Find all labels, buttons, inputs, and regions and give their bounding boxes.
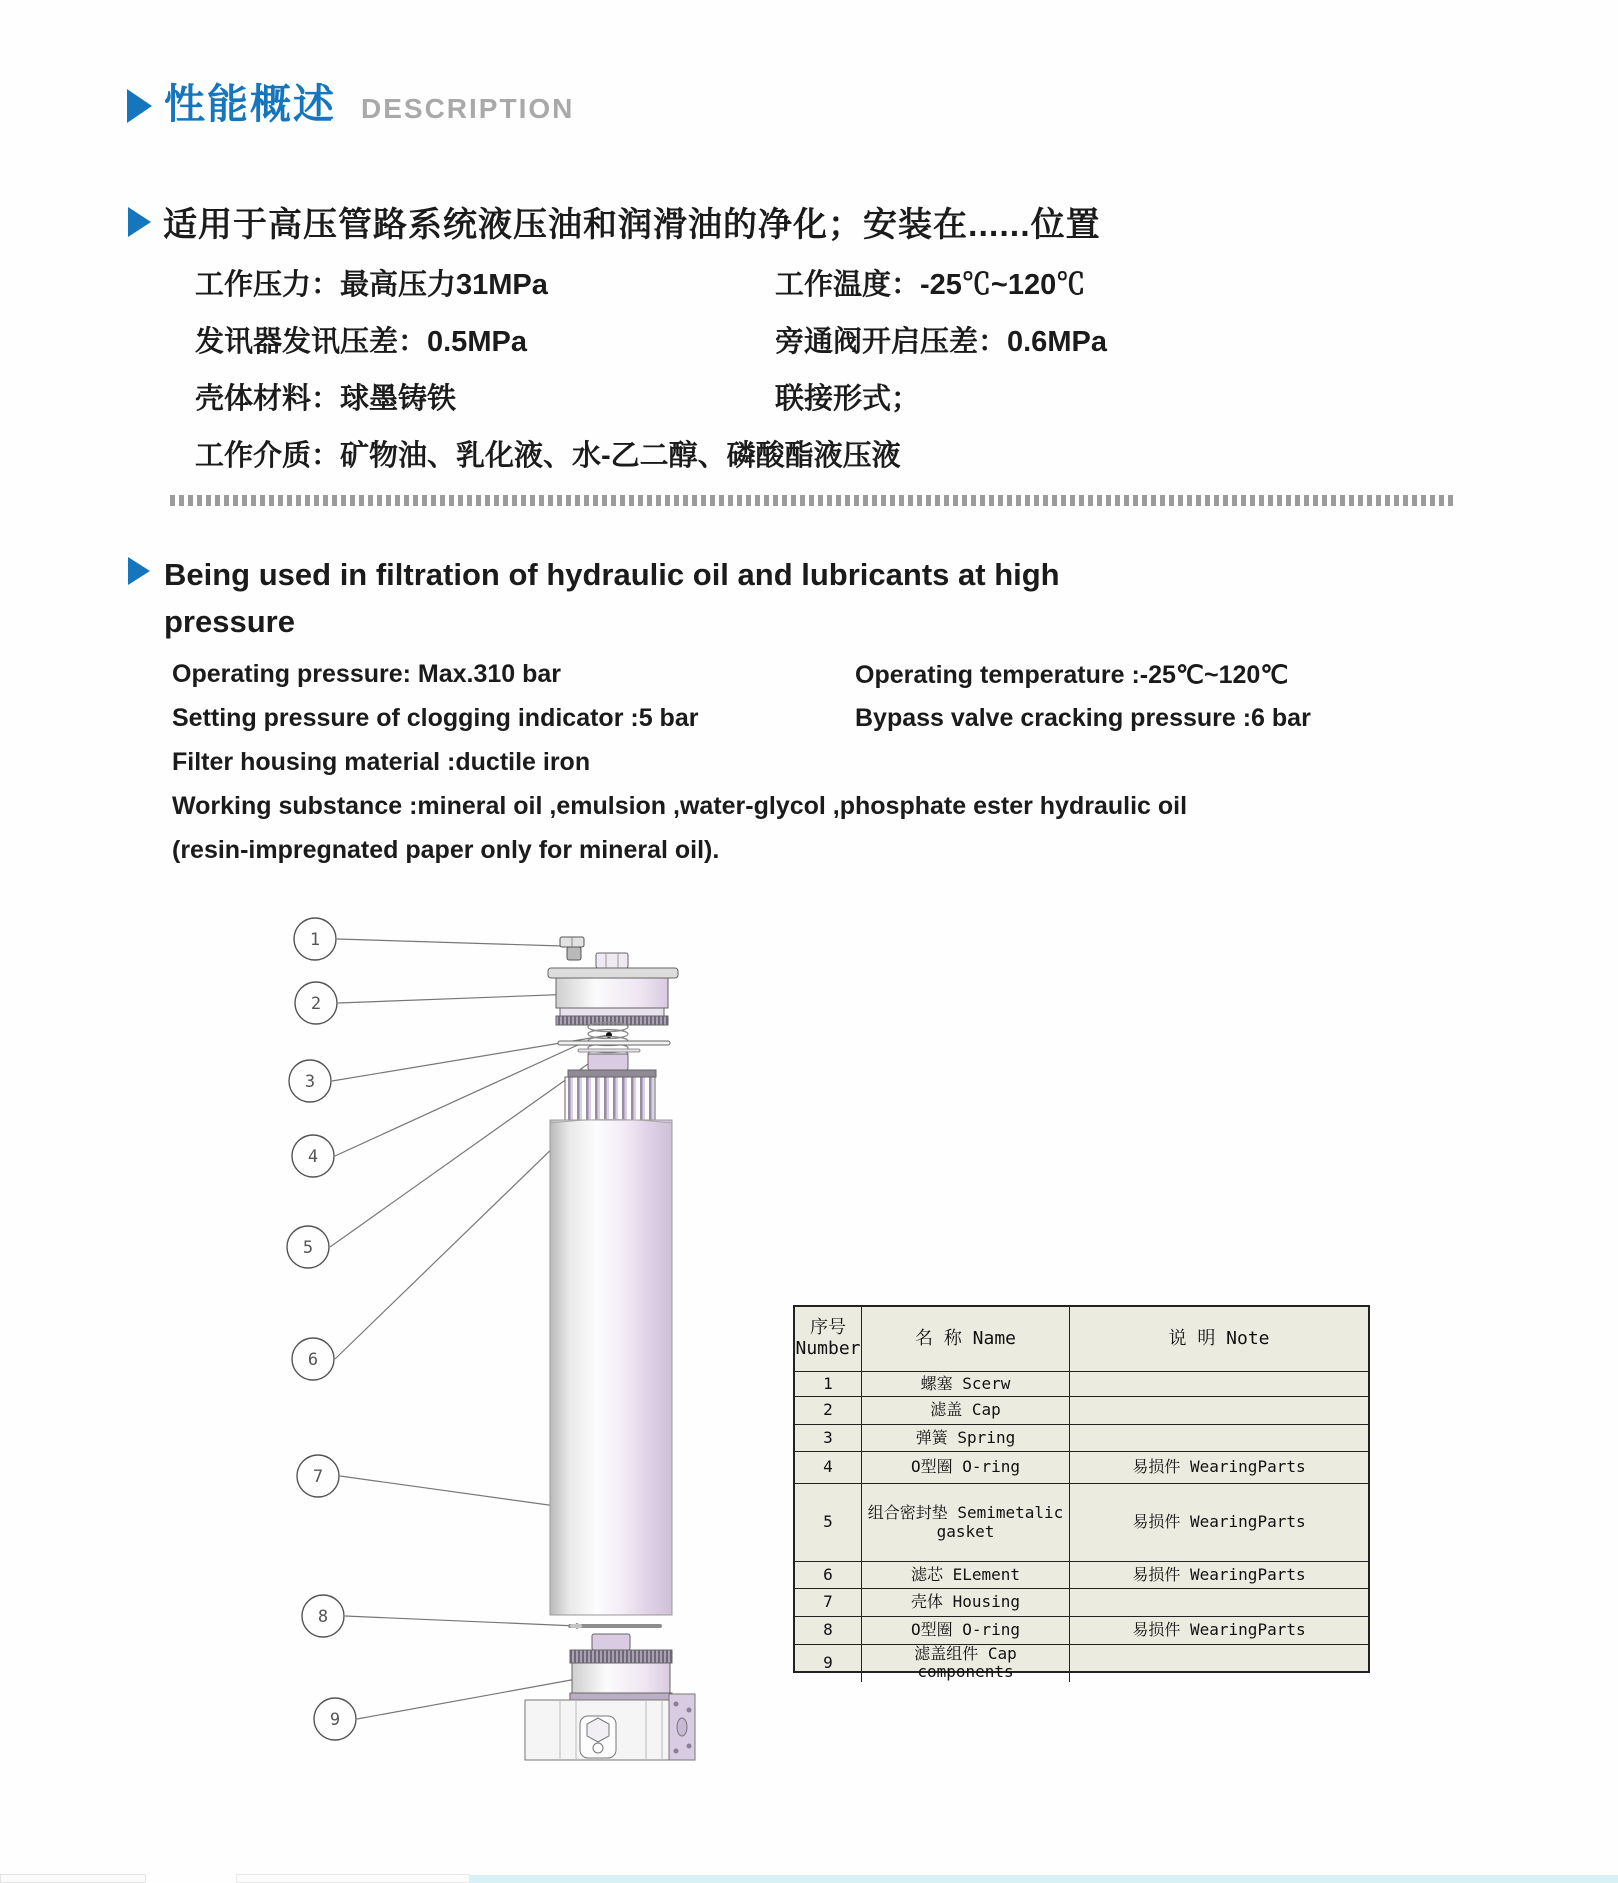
table-cell-number: 2 xyxy=(795,1396,862,1424)
en-heading-line1: Being used in filtration of hydraulic oil and lubricants at high xyxy=(164,557,1060,592)
spec-clogging-indicator: Setting pressure of clogging indicator :5 bar xyxy=(172,704,699,732)
table-cell-name: 滤盖 Cap xyxy=(862,1396,1070,1424)
table-cell-note xyxy=(1070,1424,1368,1451)
callout-number-6: 6 xyxy=(307,1350,319,1370)
spec-working-substance: Working substance :mineral oil ,emulsion ,water-glycol ,phosphate ester hydraulic oil xyxy=(172,792,1188,820)
bottom-o-ring-part xyxy=(568,1624,662,1628)
mounting-block xyxy=(525,1694,695,1760)
table-cell-note xyxy=(1070,1644,1368,1682)
col-header-number xyxy=(795,1307,862,1371)
dotted-divider xyxy=(170,495,1456,506)
en-heading-line2: pressure xyxy=(164,604,295,639)
housing-part xyxy=(550,1120,672,1616)
zh-heading xyxy=(128,197,1101,246)
col-header-name: 名 称 Name xyxy=(862,1307,1070,1371)
col-header-note: 说 明 Note xyxy=(1168,1327,1270,1349)
exploded-view-diagram xyxy=(240,898,710,1793)
parts-table xyxy=(793,1305,1370,1682)
table-cell-number: 8 xyxy=(795,1616,862,1644)
en-spec-row xyxy=(172,660,1472,704)
footer-box xyxy=(236,1874,470,1883)
spec-working-temperature: 工作温度：-25℃~120℃ xyxy=(775,269,1086,301)
spec-operating-temperature: Operating temperature :-25℃~120℃ xyxy=(855,661,1289,689)
table-cell-name: 螺塞 Scerw xyxy=(862,1371,1070,1396)
footer-strip xyxy=(470,1875,1618,1883)
en-spec-row xyxy=(172,836,1472,880)
table-cell-note: 易损件 WearingParts xyxy=(1070,1451,1368,1483)
table-cell-note: 易损件 WearingParts xyxy=(1070,1616,1368,1644)
table-cell-number: 1 xyxy=(795,1371,862,1396)
table-cell-name: 壳体 Housing xyxy=(862,1588,1070,1616)
callout-number-5: 5 xyxy=(302,1238,314,1258)
table-cell-note xyxy=(1070,1396,1368,1424)
table-cell-name: 弹簧 Spring xyxy=(862,1424,1070,1451)
table-cell-note: 易损件 WearingParts xyxy=(1070,1483,1368,1561)
callout-number-4: 4 xyxy=(307,1147,319,1167)
zh-spec-list xyxy=(195,262,1455,490)
spec-housing-material: 壳体材料：球墨铸铁 xyxy=(195,383,457,415)
table-cell-number: 5 xyxy=(795,1483,862,1561)
filter-drawing xyxy=(240,898,710,1788)
arrow-icon xyxy=(128,557,150,585)
cap-components-part xyxy=(570,1634,672,1700)
callout-number-1: 1 xyxy=(309,930,321,950)
en-spec-row xyxy=(172,704,1472,748)
zh-spec-row xyxy=(195,376,1455,433)
table-cell-number: 3 xyxy=(795,1424,862,1451)
table-cell-name: O型圈 O-ring xyxy=(862,1616,1070,1644)
table-cell-note xyxy=(1070,1588,1368,1616)
en-spec-list xyxy=(172,660,1472,880)
section-title-zh: 性能概述 xyxy=(164,81,336,127)
spec-indicator-pressure: 发讯器发讯压差：0.5MPa xyxy=(195,326,527,358)
spec-working-media: 工作介质：矿物油、乳化液、水-乙二醇、磷酸酯液压液 xyxy=(195,440,901,472)
gasket-part xyxy=(568,1054,656,1077)
element-part xyxy=(565,1077,655,1120)
table-cell-note xyxy=(1070,1371,1368,1396)
spec-bypass-pressure: 旁通阀开启压差：0.6MPa xyxy=(775,326,1107,358)
callout-number-8: 8 xyxy=(317,1607,329,1627)
table-cell-number: 7 xyxy=(795,1588,862,1616)
en-heading xyxy=(128,551,1214,645)
spec-operating-pressure: Operating pressure: Max.310 bar xyxy=(172,660,562,688)
cap-part xyxy=(548,953,678,1025)
spec-bypass-valve: Bypass valve cracking pressure :6 bar xyxy=(855,704,1311,732)
table-cell-number: 9 xyxy=(795,1644,862,1682)
callout-number-3: 3 xyxy=(304,1072,316,1092)
callout-number-9: 9 xyxy=(329,1710,341,1730)
zh-spec-row xyxy=(195,433,1455,490)
arrow-icon xyxy=(127,89,152,123)
zh-spec-row xyxy=(195,319,1455,376)
col-header-number-zh: 序号 xyxy=(810,1317,846,1339)
table-cell-note: 易损件 WearingParts xyxy=(1070,1561,1368,1588)
spec-connection-type: 联接形式； xyxy=(775,383,921,415)
screw-part xyxy=(560,937,584,960)
table-cell-name: 组合密封垫 Semimetalic gasket xyxy=(862,1483,1070,1561)
section-title-en: DESCRIPTION xyxy=(361,93,575,124)
table-cell-number: 6 xyxy=(795,1561,862,1588)
table-cell-name: 滤盖组件 Cap components xyxy=(862,1644,1070,1682)
table-cell-name: 滤芯 ELement xyxy=(862,1561,1070,1588)
col-header-number-en: Number xyxy=(795,1338,861,1359)
callout-number-2: 2 xyxy=(310,994,322,1014)
table-cell-name: O型圈 O-ring xyxy=(862,1451,1070,1483)
en-spec-row xyxy=(172,792,1472,836)
spec-working-pressure: 工作压力：最高压力31MPa xyxy=(195,269,548,301)
callout-number-7: 7 xyxy=(312,1467,324,1487)
arrow-icon xyxy=(128,207,151,237)
section-title xyxy=(127,81,575,127)
spec-resin-note: (resin-impregnated paper only for mineral oil). xyxy=(172,836,720,864)
spec-housing-material-en: Filter housing material :ductile iron xyxy=(172,748,591,776)
en-spec-row xyxy=(172,748,1472,792)
footer-box xyxy=(0,1874,146,1883)
table-cell-number: 4 xyxy=(795,1451,862,1483)
zh-heading-text: 适用于高压管路系统液压油和润滑油的净化；安装在......位置 xyxy=(163,206,1101,244)
zh-spec-row xyxy=(195,262,1455,319)
en-heading-text xyxy=(164,551,1214,645)
